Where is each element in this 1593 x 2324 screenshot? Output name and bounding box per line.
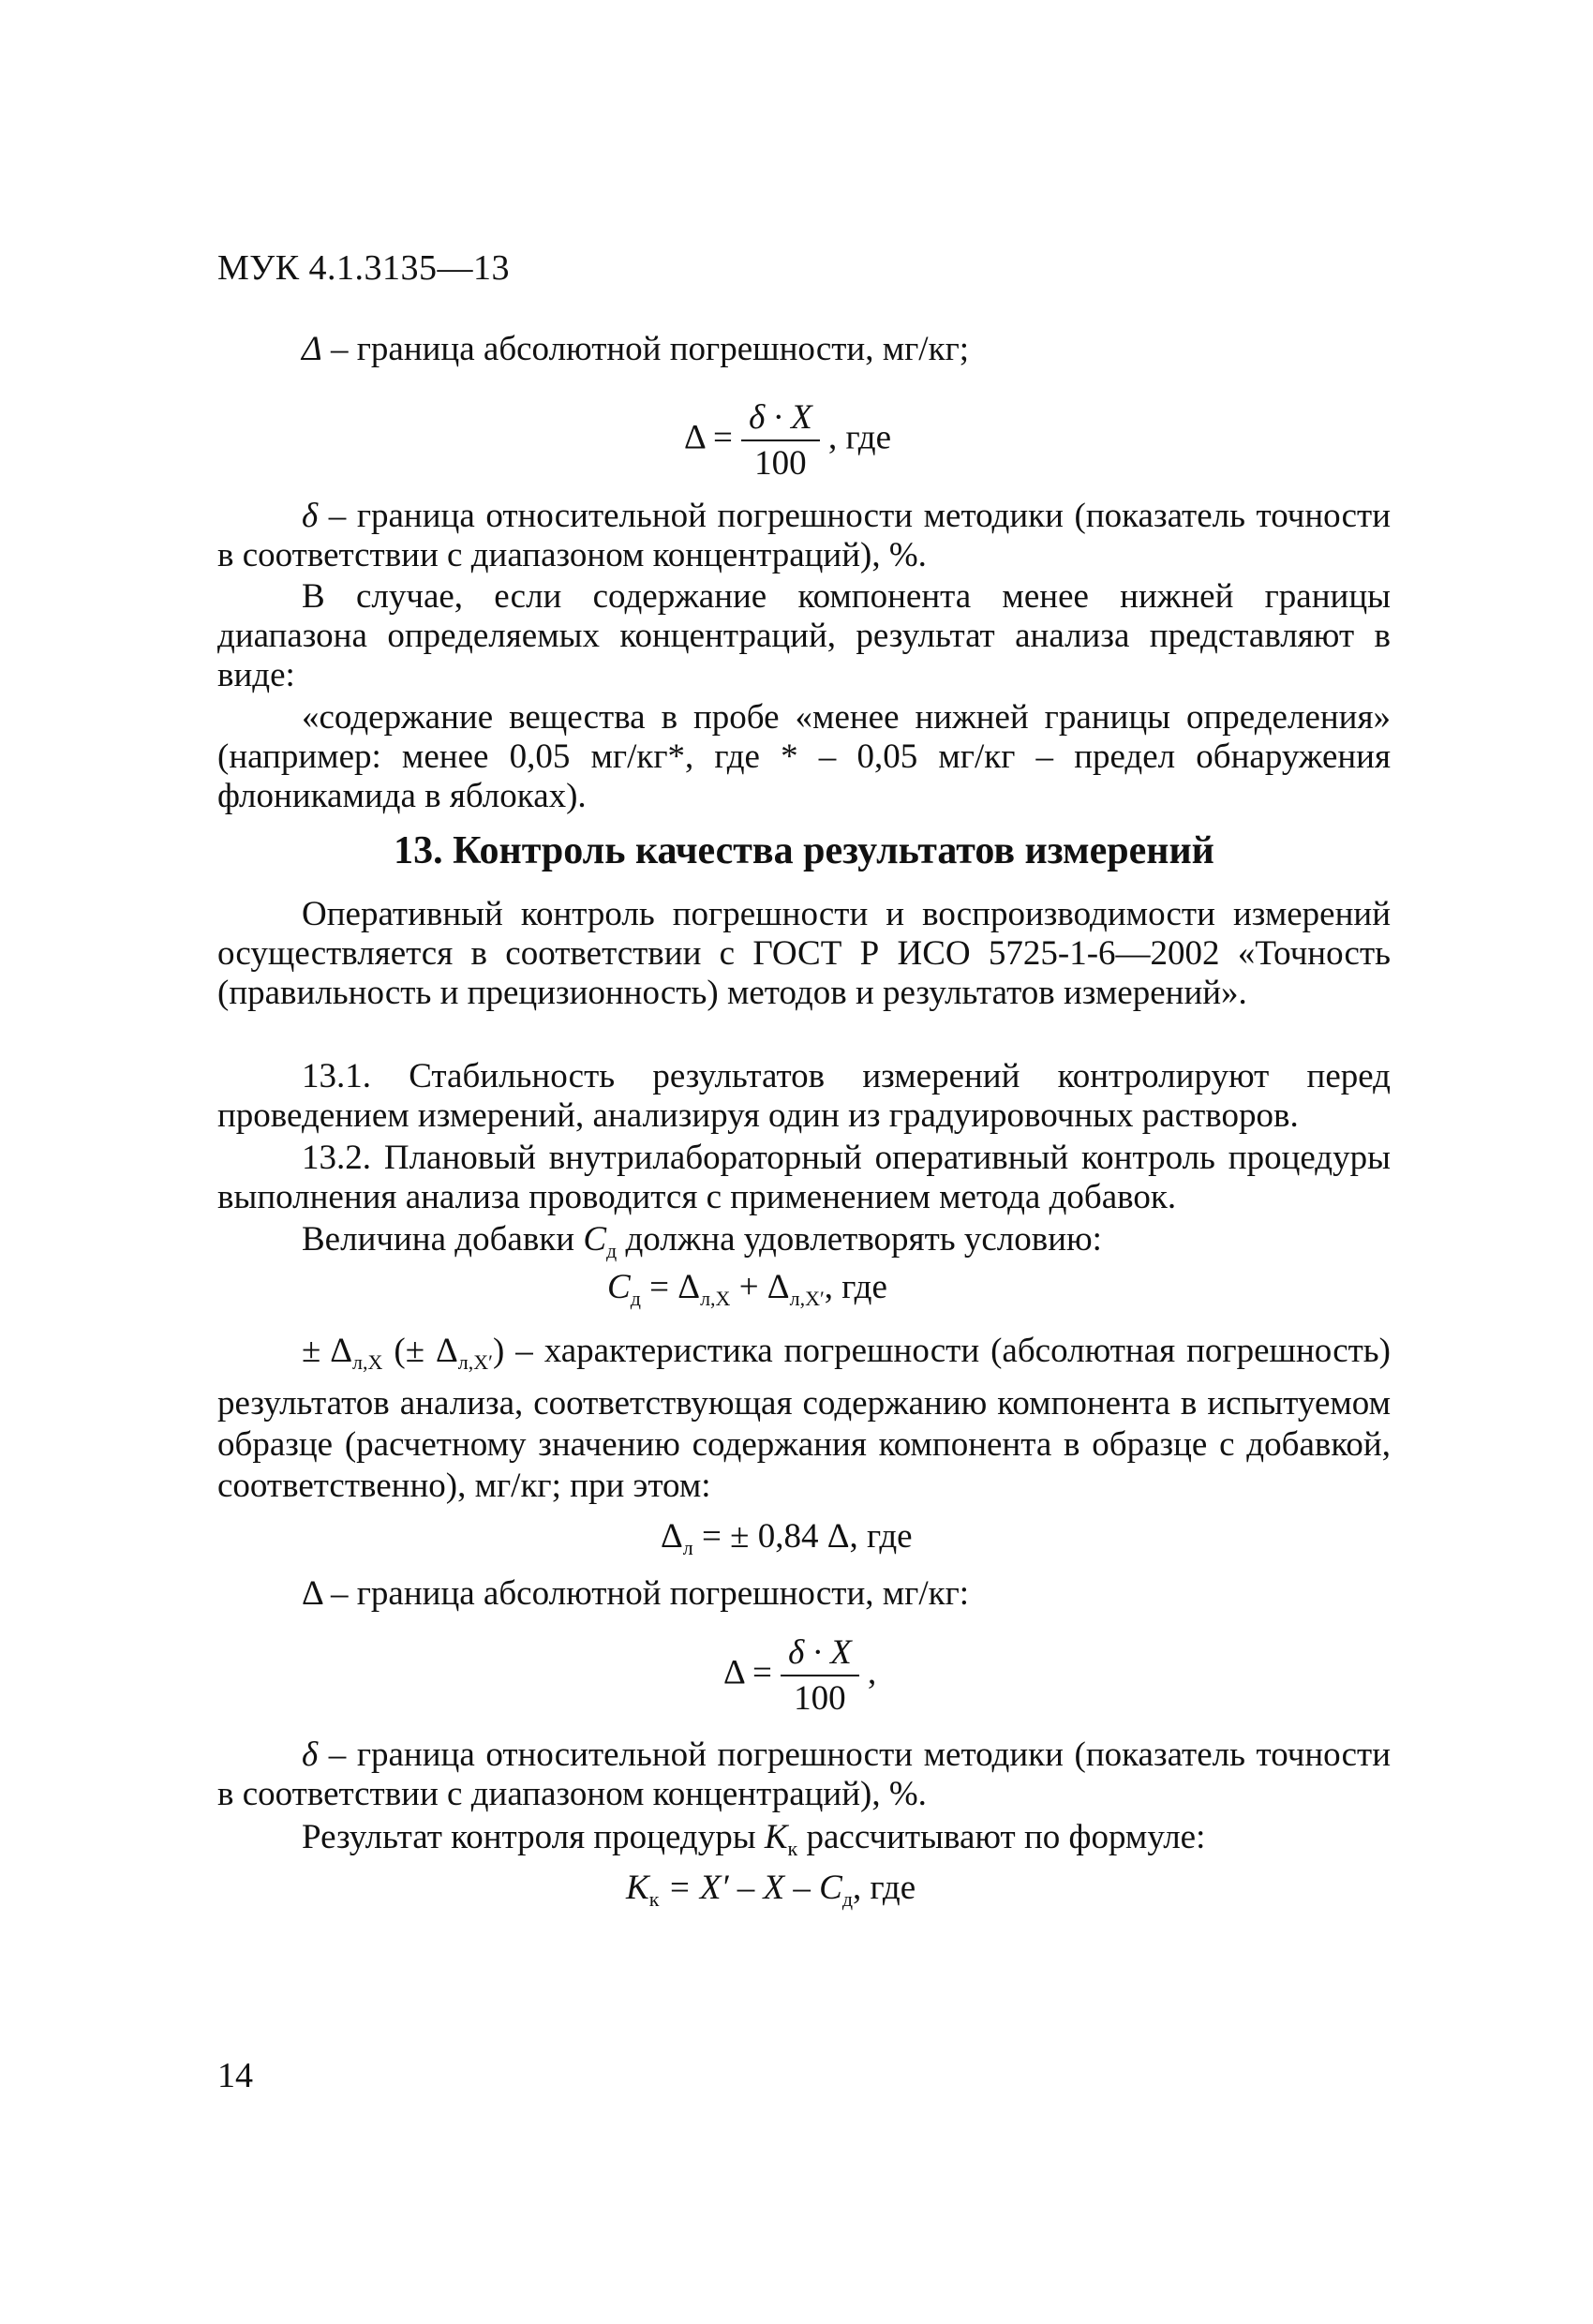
page-number: 14 bbox=[217, 2056, 253, 2095]
paragraph-13-1: 13.1. Стабильность результатов измерений контролируют перед проведением измерений, анализируя один из градуировочных растворов. bbox=[217, 1057, 1391, 1135]
section-heading: 13. Контроль качества результатов измерений bbox=[394, 829, 1214, 872]
paragraph-delta-rel-1: δ – граница относительной погрешности методики (показатель точности в соответствии с диапазоном концентраций), %. bbox=[217, 497, 1391, 574]
paragraph-13-2: 13.2. Плановый внутрилабораторный оперативный контроль процедуры выполнения анализа проводится с применением метода добавок. bbox=[217, 1139, 1391, 1216]
paragraph-delta-abs-2: Δ – граница абсолютной погрешности, мг/кг: bbox=[302, 1574, 970, 1613]
paragraph-quote: «содержание вещества в пробе «менее нижней границы определения» (например: менее 0,05 мг/кг*, где * – 0,05 мг/кг – предел обнаружения флоникамида в яблоках). bbox=[217, 698, 1391, 815]
paragraph-error-characteristic: ± $\Delta_{л,X}$ (± $\Delta_{л,X'}$) – характеристика погрешности (абсолютная погрешность) результатов анализа, соответствующая содержанию компонента в испытуемом образце (расчетному значению содержания компонента в образце с добавкой, соответственно), мг/кг; при этом: bbox=[217, 1332, 1392, 1505]
equation-delta-2: Δ = $\frac{\delta \cdot X}{100}$ , bbox=[723, 1633, 877, 1718]
equation-delta-1: Δ = $\frac{\delta \cdot X}{100}$ , где bbox=[684, 398, 892, 483]
paragraph-operative-control: Оперативный контроль погрешности и воспроизводимости измерений осуществляется в соответствии с ГОСТ Р ИСО 5725-1-6—2002 «Точность (правильность и прецизионность) методов и результатов измерений». bbox=[217, 895, 1391, 1012]
paragraph-control-result: Результат контроля процедуры $K_к$ рассчитывают по формуле: bbox=[302, 1818, 1206, 1860]
paragraph-delta-rel-2: δ – граница относительной погрешности методики (показатель точности в соответствии с диапазоном концентраций), %. bbox=[217, 1736, 1391, 1813]
symbol-delta: Δ bbox=[302, 330, 322, 368]
equation-additive: $C_д = \Delta_{л,X} + \Delta_{л,X'}$, где bbox=[607, 1268, 887, 1310]
paragraph-case: В случае, если содержание компонента менее нижней границы диапазона определяемых концентраций, результат анализа представляют в виде: bbox=[217, 577, 1391, 694]
equation-delta-l: $\Delta_л$ = ± 0,84 Δ, где bbox=[661, 1517, 913, 1559]
equation-control-result: $K_к = X' - X - C_д$, где bbox=[626, 1869, 916, 1911]
paragraph-additive: Величина добавки $C_д$ должна удовлетворять условию: bbox=[302, 1220, 1102, 1262]
paragraph-delta-abs: Δ – граница абсолютной погрешности, мг/кг; bbox=[302, 330, 970, 368]
document-code: МУК 4.1.3135—13 bbox=[217, 248, 511, 288]
